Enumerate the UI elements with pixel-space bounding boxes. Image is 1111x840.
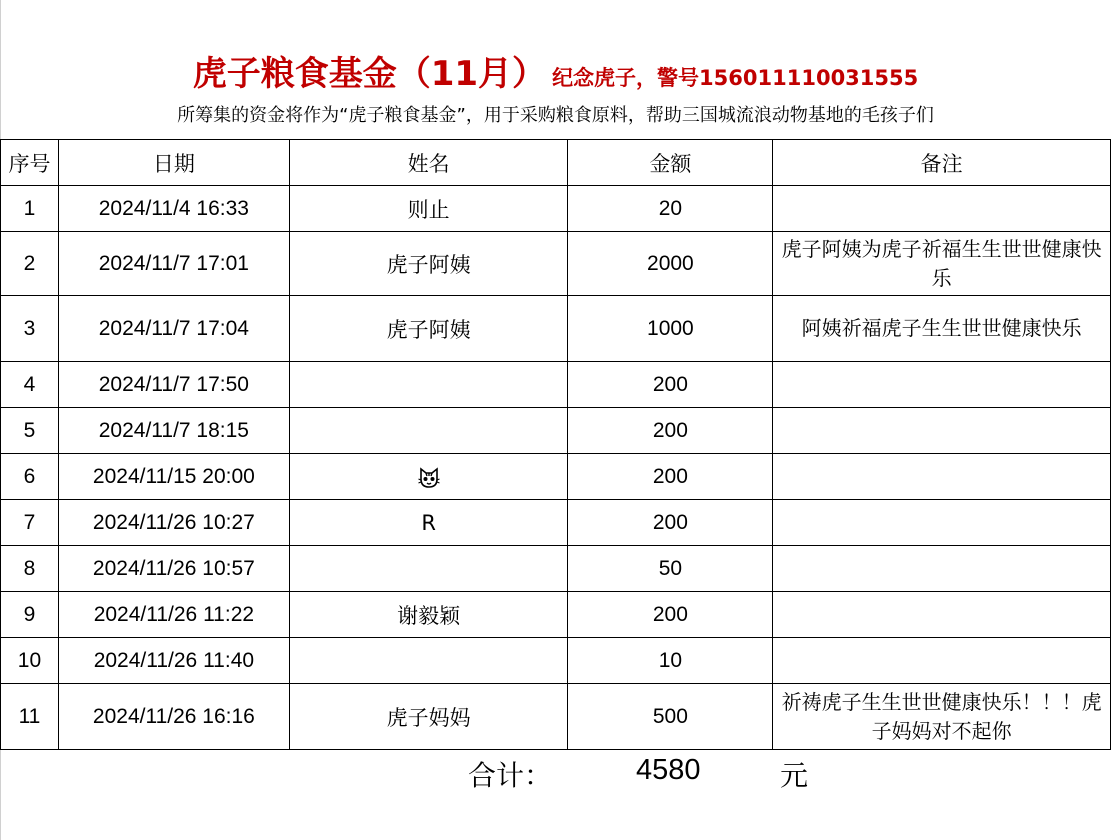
cell-name [289,638,568,684]
cell-date: 2024/11/26 10:57 [58,546,289,592]
cell-note: 阿姨祈福虎子生生世世健康快乐 [773,296,1111,362]
cell-note [773,546,1111,592]
table-row [1,454,1111,500]
cell-no: 11 [1,684,59,750]
cell-name [289,362,568,408]
cell-name [289,454,568,500]
cell-amount: 2000 [568,232,773,296]
cell-note: 虎子阿姨为虎子祈福生生世世健康快乐 [773,232,1111,296]
cell-name: R [289,500,568,546]
cell-name: 虎子阿姨 [289,296,568,362]
table-row [1,232,1111,296]
cell-no: 2 [1,232,59,296]
cell-date: 2024/11/7 18:15 [58,408,289,454]
cell-date: 2024/11/7 17:01 [58,232,289,296]
cell-note [773,408,1111,454]
title-row [0,46,1111,96]
cell-amount: 1000 [568,296,773,362]
tiger-face-icon [418,467,440,489]
cell-amount: 200 [568,454,773,500]
cell-note [773,186,1111,232]
total-unit: 元 [780,759,809,792]
memorial-note: 纪念虎子，警号156011110031555 [552,66,919,90]
table-row [1,500,1111,546]
cell-no: 4 [1,362,59,408]
cell-date: 2024/11/7 17:04 [58,296,289,362]
cell-note: 祈祷虎子生生世世健康快乐！！！虎子妈妈对不起你 [773,684,1111,750]
page-subtitle: 所筹集的资金将作为“虎子粮食基金”，用于采购粮食原料，帮助三国城流浪动物基地的毛孩子们 [177,105,934,126]
cell-name: 谢毅颖 [289,592,568,638]
table-row [1,546,1111,592]
cell-date: 2024/11/26 10:27 [58,500,289,546]
cell-date: 2024/11/26 16:16 [58,684,289,750]
cell-amount: 50 [568,546,773,592]
cell-no: 5 [1,408,59,454]
table-row [1,638,1111,684]
cell-amount: 10 [568,638,773,684]
table-row [1,408,1111,454]
table-header-row [1,140,1111,186]
cell-note [773,500,1111,546]
cell-no: 9 [1,592,59,638]
total-value: 4580 [636,754,701,786]
column-header-date: 日期 [58,140,289,186]
column-header-name: 姓名 [289,140,568,186]
cell-date: 2024/11/7 17:50 [58,362,289,408]
cell-date: 2024/11/26 11:22 [58,592,289,638]
table-row [1,592,1111,638]
column-header-note: 备注 [773,140,1111,186]
cell-date: 2024/11/15 20:00 [58,454,289,500]
cell-amount: 200 [568,592,773,638]
cell-no: 7 [1,500,59,546]
column-header-amount: 金额 [568,140,773,186]
cell-note [773,592,1111,638]
table-row [1,684,1111,750]
table-row [1,362,1111,408]
cell-no: 1 [1,186,59,232]
cell-no: 6 [1,454,59,500]
cell-amount: 200 [568,362,773,408]
column-header-no: 序号 [1,140,59,186]
total-row [0,748,1111,798]
cell-amount: 500 [568,684,773,750]
cell-name [289,408,568,454]
donation-table [0,139,1111,750]
table-row [1,296,1111,362]
cell-name: 虎子妈妈 [289,684,568,750]
total-label: 合计： [468,759,553,792]
table-row [1,186,1111,232]
cell-name: 虎子阿姨 [289,232,568,296]
cell-note [773,638,1111,684]
cell-no: 3 [1,296,59,362]
cell-amount: 20 [568,186,773,232]
cell-amount: 200 [568,408,773,454]
cell-name: 则止 [289,186,568,232]
cell-amount: 200 [568,500,773,546]
cell-no: 8 [1,546,59,592]
cell-no: 10 [1,638,59,684]
cell-note [773,362,1111,408]
cell-note [773,454,1111,500]
cell-date: 2024/11/4 16:33 [58,186,289,232]
cell-name [289,546,568,592]
cell-date: 2024/11/26 11:40 [58,638,289,684]
page-title: 虎子粮食基金（11月） [192,54,547,94]
